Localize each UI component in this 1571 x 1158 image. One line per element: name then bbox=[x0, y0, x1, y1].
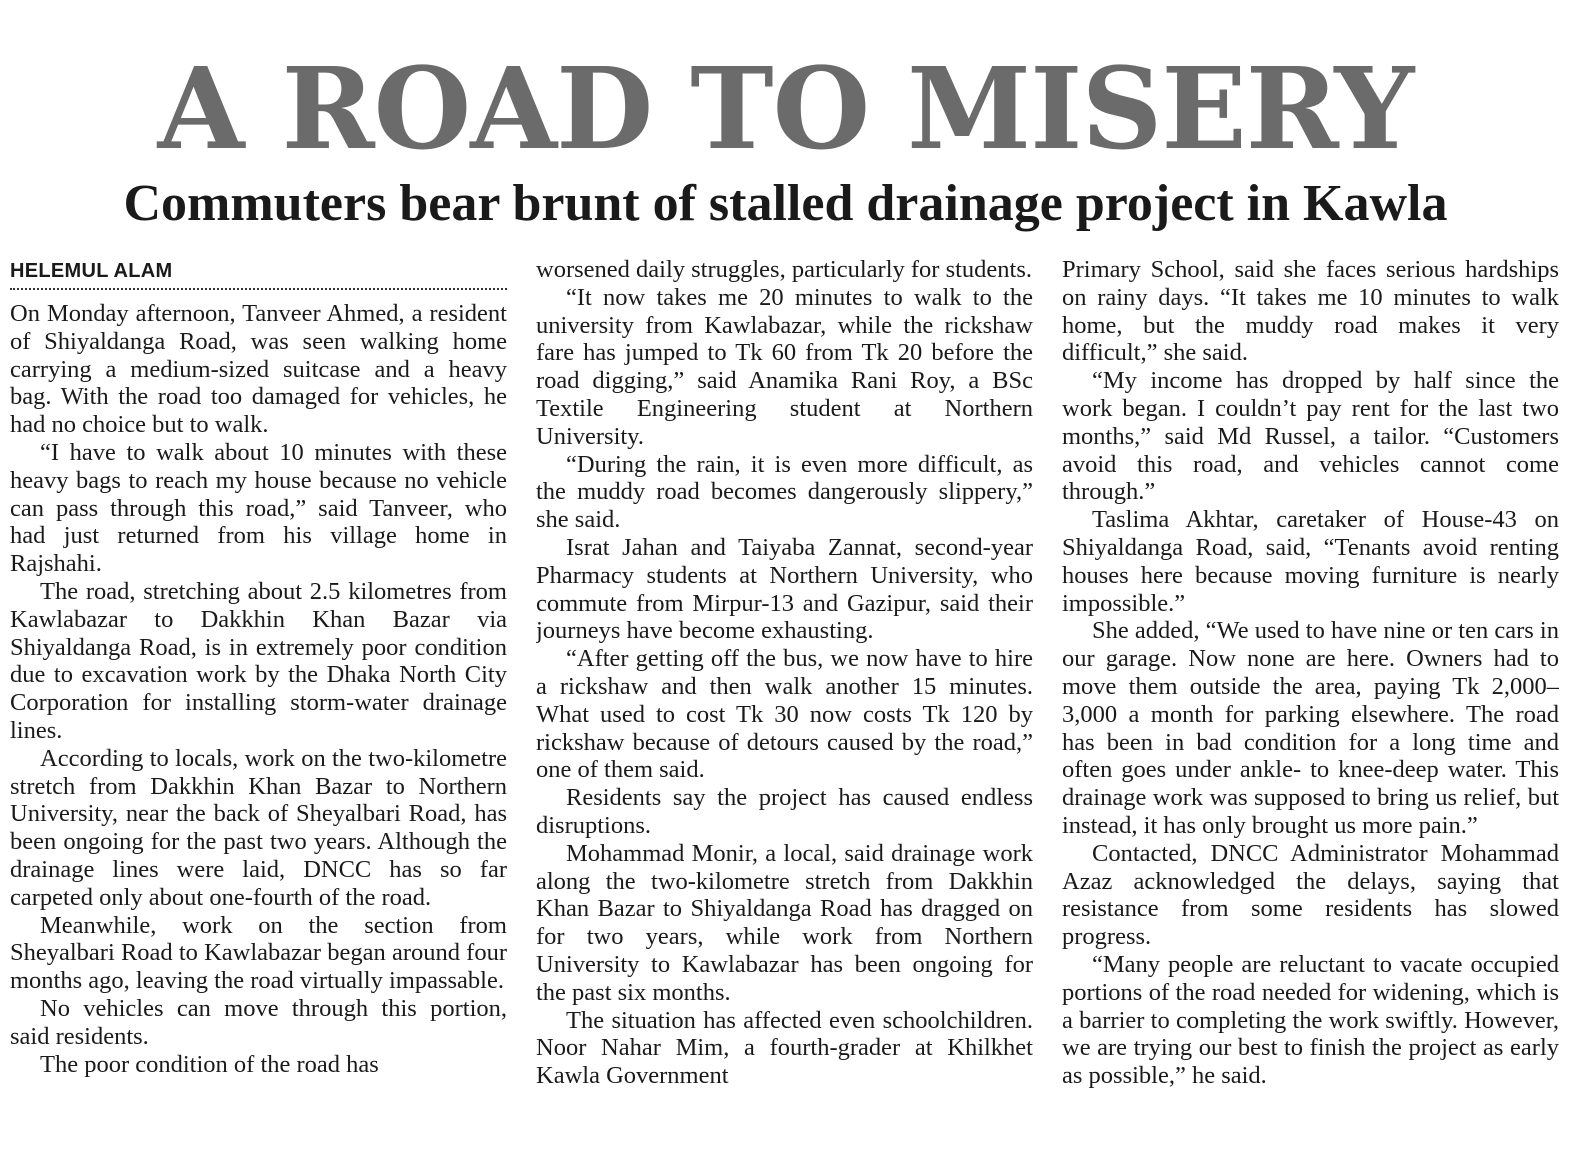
article-column-2 bbox=[536, 256, 1033, 1156]
paragraph: “After getting off the bus, we now have to hire a rickshaw and then walk another 15 minutes. What used to cost Tk 30 now costs Tk 120 by rickshaw because of detours caused by the road,” one of them said. bbox=[536, 645, 1033, 784]
paragraph: The situation has affected even schoolchildren. Noor Nahar Mim, a fourth-grader at Khilkhet Kawla Government bbox=[536, 1006, 1033, 1090]
paragraph: Contacted, DNCC Administrator Mohammad Azaz acknowledged the delays, saying that resistance from some residents has slowed progress. bbox=[1062, 839, 1559, 951]
paragraph: Residents say the project has caused endless disruptions. bbox=[536, 784, 1033, 839]
byline-dotted-rule bbox=[10, 288, 507, 290]
paragraph: She added, “We used to have nine or ten cars in our garage. Now none are here. Owners had to move them outside the area, paying Tk 2,000–3,000 a month for parking elsewhere. The road has been in bad condition for a long time and often goes under ankle- to knee-deep water. This drainage work was supposed to bring us relief, but instead, it has only brought us more pain.” bbox=[1062, 617, 1559, 839]
paragraph: Israt Jahan and Taiyaba Zannat, second-year Pharmacy students at Northern University, who commute from Mirpur-13 and Gazipur, said their journeys have become exhausting. bbox=[536, 533, 1033, 645]
paragraph: On Monday afternoon, Tanveer Ahmed, a resident of Shiyaldanga Road, was seen walking home carrying a medium-sized suitcase and a heavy bag. With the road too damaged for vehicles, he had no choice but to walk. bbox=[10, 300, 507, 439]
paragraph: Meanwhile, work on the section from Sheyalbari Road to Kawlabazar began around four months ago, leaving the road virtually impassable. bbox=[10, 911, 507, 995]
byline: HELEMUL ALAM bbox=[10, 260, 173, 282]
article-column-3 bbox=[1062, 256, 1559, 1156]
paragraph: “Many people are reluctant to vacate occupied portions of the road needed for widening, which is a barrier to completing the work swiftly. However, we are trying our best to finish the project as early as possible,” he said. bbox=[1062, 950, 1559, 1090]
paragraph: The poor condition of the road has bbox=[40, 1050, 379, 1078]
headline: A ROAD TO MISERY bbox=[157, 44, 1414, 175]
paragraph: The road, stretching about 2.5 kilometres from Kawlabazar to Dakkhin Khan Bazar via Shiyaldanga Road, is in extremely poor condition due to excavation work by the Dhaka North City Corporation for installing storm-water drainage lines. bbox=[10, 577, 507, 744]
paragraph: worsened daily struggles, particularly for students. bbox=[536, 256, 1033, 283]
paragraph: “I have to walk about 10 minutes with these heavy bags to reach my house because no vehicle can pass through this road,” said Tanveer, who had just returned from his village home in Rajshahi. bbox=[10, 438, 507, 578]
paragraph: “My income has dropped by half since the work began. I couldn’t pay rent for the last two months,” said Md Russel, a tailor. “Customers avoid this road, and vehicles cannot come through.” bbox=[1062, 367, 1559, 506]
paragraph: Taslima Akhtar, caretaker of House-43 on Shiyaldanga Road, said, “Tenants avoid renting houses here because moving furniture is nearly impossible.” bbox=[1062, 506, 1559, 617]
paragraph: “During the rain, it is even more difficult, as the muddy road becomes dangerously slippery,” she said. bbox=[536, 450, 1033, 534]
paragraph: No vehicles can move through this portion, said residents. bbox=[10, 994, 507, 1050]
paragraph: Mohammad Monir, a local, said drainage work along the two-kilometre stretch from Dakkhin Khan Bazar to Shiyaldanga Road has dragged on for two years, while work from Northern University to Kawlabazar has been ongoing for the past six months. bbox=[536, 839, 1033, 1006]
paragraph: “It now takes me 20 minutes to walk to the university from Kawlabazar, while the rickshaw fare has jumped to Tk 60 from Tk 20 before the road digging,” said Anamika Rani Roy, a BSc Textile Engineering student at Northern University. bbox=[536, 283, 1033, 450]
paragraph: According to locals, work on the two-kilometre stretch from Dakkhin Khan Bazar to Northern University, near the back of Sheyalbari Road, has been ongoing for the past two years. Although the drainage lines were laid, DNCC has so far carpeted only about one-fourth of the road. bbox=[10, 744, 507, 911]
paragraph: Primary School, said she faces serious hardships on rainy days. “It takes me 10 minutes to walk home, but the muddy road makes it very difficult,” she said. bbox=[1062, 256, 1559, 367]
subheadline: Commuters bear brunt of stalled drainage project in Kawla bbox=[123, 175, 1448, 232]
article-column-1 bbox=[10, 256, 507, 1156]
